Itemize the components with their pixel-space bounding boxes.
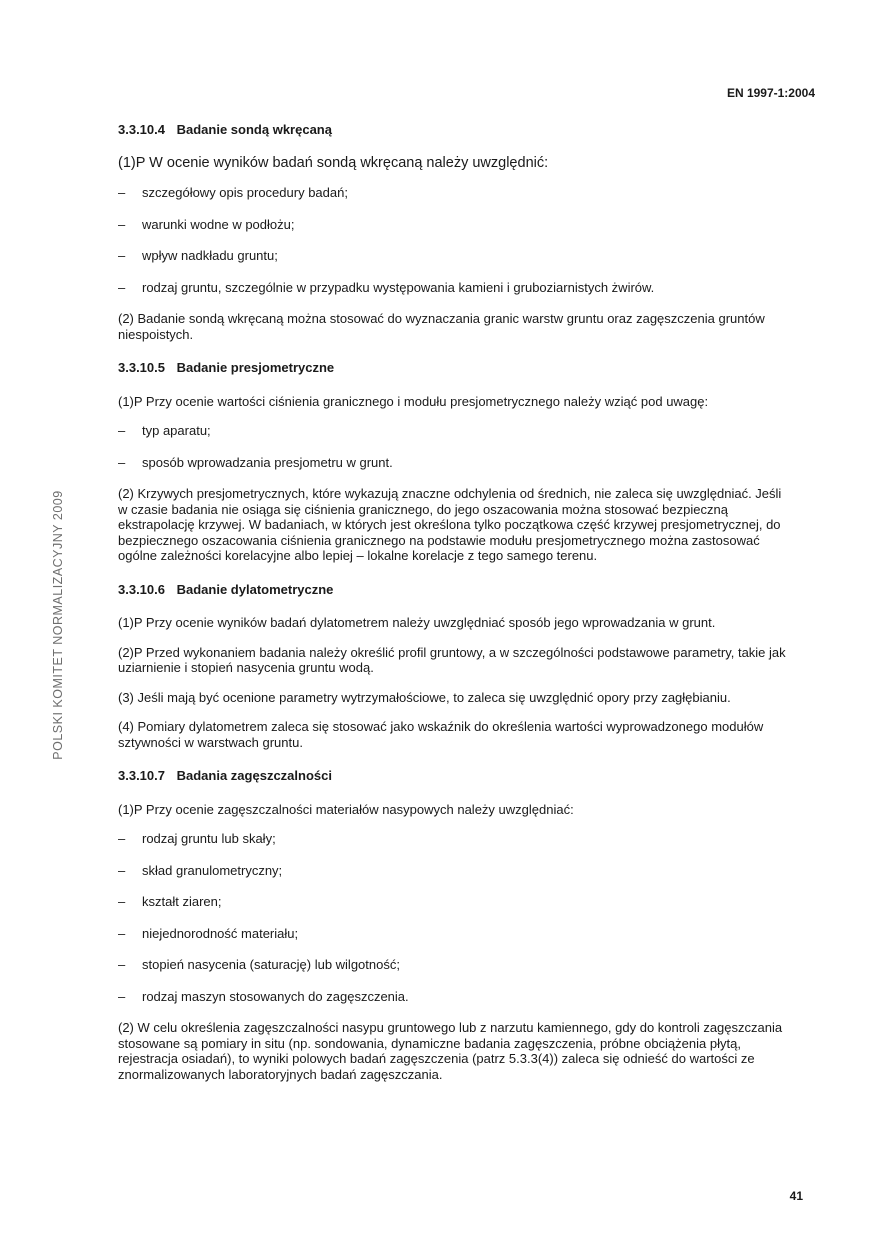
paragraph: (3) Jeśli mają być ocenione parametry wytrzymałościowe, to zaleca się uwzględnić opory przy zagłębianiu. — [118, 689, 731, 705]
list-item: – szczegółowy opis procedury badań; — [118, 185, 786, 201]
section-3-3-10-4 — [118, 122, 786, 342]
list-item: – rodzaj maszyn stosowanych do zagęszczenia. — [118, 989, 786, 1005]
paragraph: (2) Badanie sondą wkręcaną można stosować do wyznaczania granic warstw gruntu oraz zagęszczenia gruntów niespoistych. — [118, 311, 765, 342]
paragraph: (2) W celu określenia zagęszczalności nasypu gruntowego lub z narzutu kamiennego, gdy do kontroli zagęszczania stosowane są pomiary in situ (np. sondowania, dynamiczne badania zagęszczenia, próbne obciążenia płytą, rejestracja osiadań), to wyniki polowych badań zagęszczenia (patrz 5.3.3(4)) zaleca się odnieść do wartości ze znormalizowanych laboratoryjnych badań zagęszczania. — [118, 1020, 783, 1082]
list-item: – sposób wprowadzania presjometru w grunt. — [118, 455, 786, 471]
list-item: – wpływ nadkładu gruntu; — [118, 248, 786, 264]
section-title: Badania zagęszczalności — [176, 768, 332, 783]
list-item: – rodzaj gruntu, szczególnie w przypadku występowania kamieni i gruboziarnistych żwirów. — [118, 280, 786, 296]
section-title: Badanie dylatometryczne — [176, 581, 334, 597]
section-number: 3.3.10.6 — [118, 581, 165, 597]
paragraph: (4) Pomiary dylatometrem zaleca się stosować jako wskaźnik do określenia wartości wyprowadzonego modułów sztywności w warstwach gruntu. — [118, 719, 764, 750]
list-item: – niejednorodność materiału; — [118, 926, 786, 942]
list-item: – skład granulometryczny; — [118, 863, 786, 879]
dash-list — [118, 423, 786, 470]
paragraph: (2) Krzywych presjometrycznych, które wykazują znaczne odchylenia od średnich, nie zaleca się uwzględniać. Jeśli w czasie badania nie osiąga się ciśnienia granicznego, do jego oszacowania można stosować bezpieczną ekstrapolację krzywej. W badaniach, w których jest określona tylko początkowa część krzywej presjometrycznej, do bezpiecznego oszacowania ciśnienia granicznego na podstawie modułu presjometrycznego można zastosować ogólne zależności korelacyjne albo lepiej – lokalne korelacje z tego samego terenu. — [118, 486, 782, 563]
section-number: 3.3.10.7 — [118, 768, 165, 783]
paragraph: (1)P W ocenie wyników badań sondą wkręcaną należy uwzględnić: — [118, 154, 549, 171]
list-item: – typ aparatu; — [118, 423, 786, 439]
list-item: – rodzaj gruntu lub skały; — [118, 831, 786, 847]
section-3-3-10-7 — [118, 768, 786, 1082]
section-3-3-10-5 — [118, 360, 786, 564]
watermark: POLSKI KOMITET NORMALIZACYJNY 2009 — [51, 490, 65, 760]
paragraph: (1)P Przy ocenie wartości ciśnienia granicznego i modułu presjometrycznego należy wziąć pod uwagę: — [118, 393, 709, 409]
section-number: 3.3.10.5 — [118, 360, 165, 375]
page-number: 41 — [789, 1189, 803, 1203]
paragraph: (2)P Przed wykonaniem badania należy określić profil gruntowy, a w szczególności podstawowe parametry, takie jak uziarnienie i stopień nasycenia gruntu wodą. — [118, 644, 786, 675]
standard-reference: EN 1997-1:2004 — [726, 86, 815, 100]
section-heading — [118, 122, 786, 138]
section-3-3-10-6 — [118, 582, 786, 751]
list-item: – warunki wodne w podłożu; — [118, 217, 786, 233]
section-heading — [118, 360, 786, 376]
section-number: 3.3.10.4 — [118, 122, 165, 137]
paragraph: (1)P Przy ocenie wyników badań dylatometrem należy uwzględniać sposób jego wprowadzania w grunt. — [118, 615, 716, 630]
document-body — [118, 122, 786, 1096]
paragraph: (1)P Przy ocenie zagęszczalności materiałów nasypowych należy uwzględniać: — [118, 801, 574, 817]
section-title: Badanie presjometryczne — [176, 360, 335, 375]
section-title: Badanie sondą wkręcaną — [176, 122, 332, 137]
dash-list — [118, 185, 786, 295]
dash-list — [118, 831, 786, 1004]
list-item: – stopień nasycenia (saturację) lub wilgotność; — [118, 957, 786, 973]
section-heading — [118, 582, 786, 598]
list-item: – kształt ziaren; — [118, 894, 786, 910]
section-heading — [118, 768, 786, 784]
